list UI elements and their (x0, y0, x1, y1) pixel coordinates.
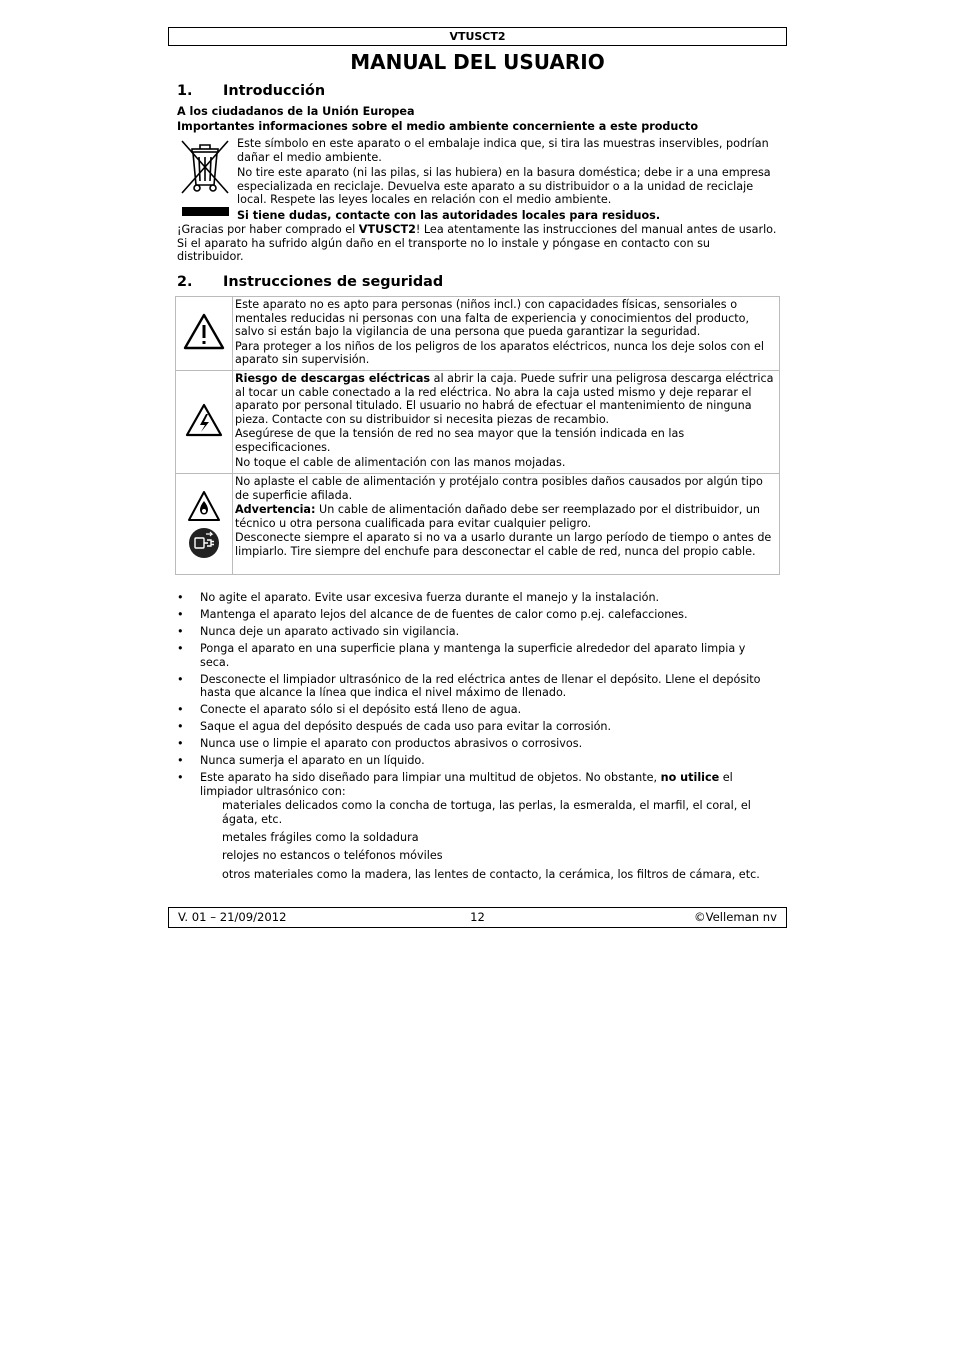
safety-icon-cell (176, 474, 233, 575)
weee-paragraph: Este símbolo en este aparato o el embalaje indica que, si tira las muestras inservibles, podrían dañar el medio ambiente. (237, 137, 769, 164)
footer-copyright: ©Velleman nv (694, 910, 777, 924)
safety-bullet-list (177, 591, 777, 802)
thanks-paragraph: ¡Gracias por haber comprado el VTUSCT2! Lea atentamente las instrucciones del manual antes de usarlo. Si el aparato ha sufrido algún daño en el transporte no lo instale y póngase en contacto con su distribuidor. (177, 223, 777, 264)
list-item: • Ponga el aparato en una superficie plana y mantenga la superficie alrededor del aparato limpia y seca. (177, 641, 746, 669)
sub-list-item: metales frágiles como la soldadura (222, 831, 419, 844)
section-1-heading (177, 82, 325, 100)
section-2-title: Instrucciones de seguridad (223, 274, 444, 290)
safety-row (176, 297, 780, 371)
safety-row (176, 474, 780, 575)
list-item: • No agite el aparato. Evite usar excesiva fuerza durante el manejo y la instalación. (177, 591, 660, 604)
fire-hazard-icon (186, 489, 222, 525)
page-title: MANUAL DEL USUARIO (350, 50, 605, 74)
electric-shock-icon (184, 402, 224, 438)
footer-page-number: 12 (470, 910, 485, 924)
safety-row (176, 371, 780, 474)
section-1-title: Introducción (223, 83, 326, 99)
list-item: • Mantenga el aparato lejos del alcance de de fuentes de calor como p.ej. calefacciones. (177, 607, 688, 621)
list-item: • Nunca use o limpie el aparato con productos abrasivos o corrosivos. (177, 737, 583, 751)
list-item: • Nunca sumerja el aparato en un líquido. (177, 754, 425, 768)
model-name: VTUSCT2 (358, 223, 416, 236)
list-item: • Este aparato ha sido diseñado para limpiar una multitud de objetos. No obstante, no utilice el limpiador ultrasónico con: (177, 771, 733, 798)
safety-text-cell: Riesgo de descargas eléctricas al abrir la caja. Puede sufrir una peligrosa descarga eléctrica al tocar un cable conectado a la red eléctrica. No abra la caja usted mismo y deje reparar el aparato por personal titulado. El usuario no habrá de efectuar el mantenimiento de ninguna pieza. Contacte con su distribuidor si necesita piezas de recambio. Asegúrese de que la tensión de red no sea mayor que la tensión indicada en las especificaciones. No toque el cable de alimentación con las manos mojadas. (233, 371, 780, 474)
eu-heading: A los ciudadanos de la Unión Europea (177, 105, 415, 118)
section-2-heading (177, 273, 443, 291)
safety-icon-cell (176, 371, 233, 474)
weee-info (237, 137, 782, 225)
list-item: • Conecte el aparato sólo si el depósito está lleno de agua. (177, 703, 522, 717)
env-heading: Importantes informaciones sobre el medio ambiente concerniente a este producto (177, 120, 699, 133)
weee-contact-note: Si tiene dudas, contacte con las autoridades locales para residuos. (237, 208, 661, 222)
list-item: • Saque el agua del depósito después de cada uso para evitar la corrosión. (177, 720, 612, 734)
header-model: VTUSCT2 (168, 27, 787, 46)
sub-list-item: materiales delicados como la concha de tortuga, las perlas, la esmeralda, el marfil, el coral, el ágata, etc. (222, 799, 751, 826)
footer-version: V. 01 – 21/09/2012 (178, 910, 287, 924)
safety-text-cell: No aplaste el cable de alimentación y protéjalo contra posibles daños causados por algún tipo de superficie afilada. Advertencia: Un cable de alimentación dañado debe ser reemplazado por el distribuidor, un técnico u otra persona cualificada para evitar cualquier peligro. Desconecte siempre el aparato si no va a usarlo durante un largo período de tiempo o antes de limpiarlo. Tire siempre del enchufe para desconectar el cable de red, nunca del propio cable. (233, 474, 780, 575)
section-1-number: 1. (177, 83, 193, 99)
warning-triangle-icon (182, 312, 226, 352)
sub-list-item: otros materiales como la madera, las lentes de contacto, la cerámica, los filtros de cámara, etc. (222, 868, 760, 881)
weee-paragraph: No tire este aparato (ni las pilas, si las hubiera) en la basura doméstica; debe ir a una empresa especializada en reciclaje. Devuelva este aparato a su distribuidor o a la unidad de reciclaje local. Respete las leyes locales en relación con el medio ambiente. (237, 166, 771, 207)
safety-text-cell: Este aparato no es apto para personas (niños incl.) con capacidades físicas, sensoriales o mentales reducidas ni personas con una falta de experiencia y conocimientos del producto, salvo si están bajo la vigilancia de una persona que pueda garantizar la seguridad. Para proteger a los niños de los peligros de los aparatos eléctricos, nunca los deje solos con el aparato sin supervisión. (233, 297, 780, 371)
safety-icon-cell (176, 297, 233, 371)
section-2-number: 2. (177, 274, 193, 290)
sub-list-item: relojes no estancos o teléfonos móviles (222, 849, 443, 862)
footer (168, 907, 787, 928)
unplug-icon (188, 527, 220, 559)
weee-bin-icon (178, 137, 232, 221)
list-item: • Nunca deje un aparato activado sin vigilancia. (177, 624, 460, 638)
list-item: • Desconecte el limpiador ultrasónico de la red eléctrica antes de llenar el depósito. Llene el depósito hasta que alcance la línea que indica el nivel máximo de llenado. (177, 672, 761, 700)
safety-table (175, 296, 780, 575)
